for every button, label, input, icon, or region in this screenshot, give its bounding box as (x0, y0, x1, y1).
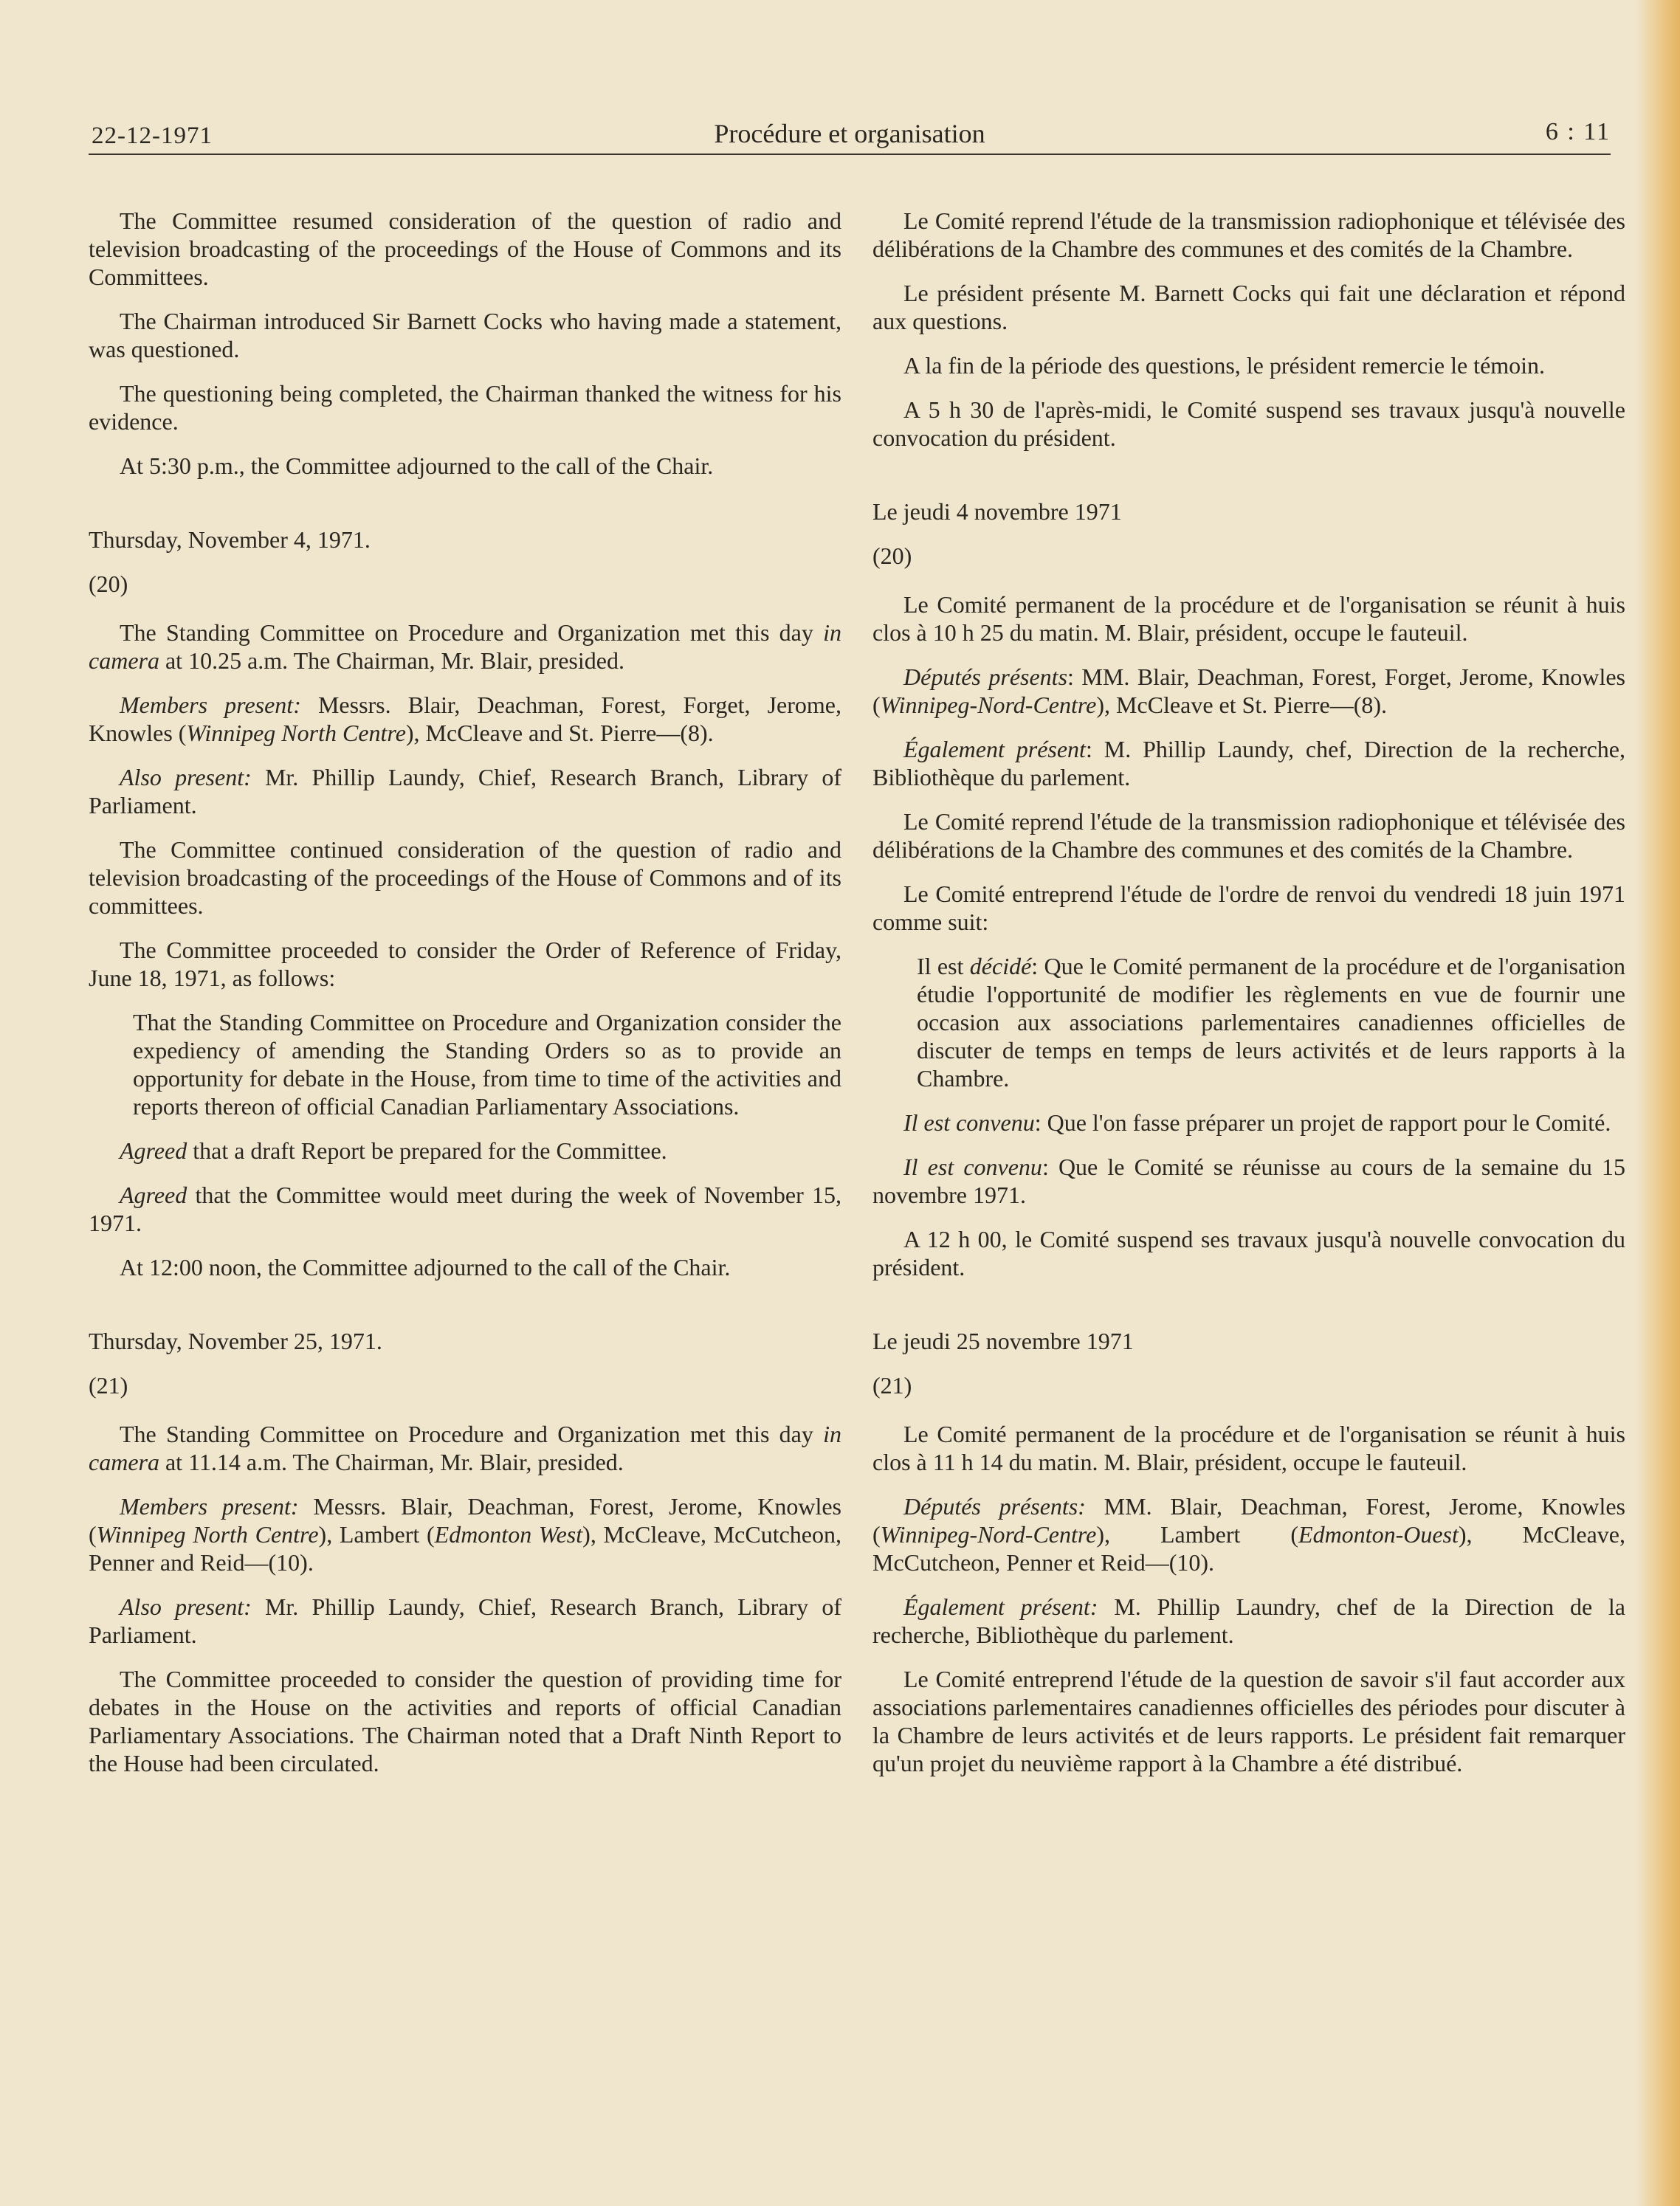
text: ), McCleave, McCutcheon, Penner and Reid—(10). (89, 1521, 842, 1576)
text: : Que le Comité permanent de la procédure et de l'organisation étudie l'opportunité de modifier les règlements en vue de fournir une occasion aux associations parlementaires canadiennes officielles de discuter de temps en temps de leurs activités et de leurs rapports à la Chambre. (917, 953, 1626, 1092)
text: Il est (917, 953, 970, 979)
header-page-number: 6 : 11 (1545, 118, 1611, 145)
also-present (872, 735, 1625, 791)
text-italic: Winnipeg North Centre (186, 720, 406, 746)
paragraph: Le Comité reprend l'étude de la transmission radiophonique et télévisée des délibérations de la Chambre des communes et des comités de la Chambre. (872, 808, 1625, 863)
meeting-number: (20) (872, 542, 912, 569)
text: ), Lambert ( (318, 1521, 435, 1548)
text: Mr. Phillip Laundy, Chief, Research Branch, Library of Parliament. (89, 1593, 841, 1648)
agreed-paragraph (872, 1153, 1625, 1209)
paragraph: Le Comité permanent de la procédure et de l'organisation se réunit à huis clos à 10 h 25 du matin. M. Blair, président, occupe le fauteuil. (872, 591, 1625, 646)
label-italic: Agreed (120, 1182, 187, 1208)
paragraph: A 5 h 30 de l'après-midi, le Comité suspend ses travaux jusqu'à nouvelle convocation du président. (872, 396, 1625, 451)
text: at 11.14 a.m. The Chairman, Mr. Blair, presided. (159, 1449, 624, 1475)
paragraph: Le Comité entreprend l'étude de la question de savoir s'il faut accorder aux associations parlementaires canadiennes officielles des périodes pour discuter à la Chambre de leurs activités et de leurs rapports. Le président fait remarquer qu'un projet du neuvième rapport à la Chambre a été distribué. (872, 1666, 1625, 1776)
label-italic: Agreed (120, 1137, 187, 1164)
text: Mr. Phillip Laundy, Chief, Research Branch, Library of Parliament. (89, 764, 841, 818)
paragraph: The Committee proceeded to consider the question of providing time for debates in the House on the activities and reports of official Canadian Parliamentary Associations. The Chairman noted that a Draft Ninth Report to the House had been circulated. (89, 1666, 841, 1776)
paragraph: The questioning being completed, the Chairman thanked the witness for his evidence. (89, 380, 841, 435)
label-italic: Également présent: (903, 1593, 1098, 1620)
text-italic: in camera (89, 619, 841, 674)
members-present (872, 663, 1625, 719)
text-italic: Winnipeg-Nord-Centre (880, 1521, 1097, 1548)
label-italic: Members present: (120, 1493, 299, 1520)
french-column (872, 207, 1625, 1793)
text: that the Committee would meet during the week of November 15, 1971. (89, 1182, 841, 1236)
text: M. Phillip Laundry, chef de la Direction de la recherche, Bibliothèque du parlement. (872, 1593, 1625, 1648)
meeting-number: (21) (872, 1372, 912, 1399)
text-italic: Winnipeg-Nord-Centre (880, 692, 1097, 718)
meeting-number: (21) (89, 1372, 128, 1399)
paragraph: A 12 h 00, le Comité suspend ses travaux jusqu'à nouvelle convocation du président. (872, 1226, 1625, 1280)
text: ), McCleave and St. Pierre—(8). (405, 720, 714, 746)
paragraph: Le président présente M. Barnett Cocks qui fait une déclaration et répond aux questions. (872, 280, 1625, 334)
page-edge-shadow (1636, 0, 1680, 2206)
text: ), McCleave, McCutcheon, Penner et Reid—(10). (872, 1521, 1626, 1576)
meeting-date: Le jeudi 4 novembre 1971 (872, 498, 1122, 525)
label-italic: Également présent (903, 736, 1086, 762)
text: : MM. Blair, Deachman, Forest, Forget, Jerome, Knowles ( (872, 663, 1626, 718)
text: ), Lambert ( (1096, 1521, 1299, 1548)
text: : M. Phillip Laundy, chef, Direction de la recherche, Bibliothèque du parlement. (872, 736, 1626, 790)
agreed-paragraph (89, 1181, 841, 1237)
header-date: 22-12-1971 (92, 123, 213, 149)
paragraph (89, 1420, 841, 1476)
paragraph: Le Comité reprend l'étude de la transmission radiophonique et télévisée des délibérations de la Chambre des communes et des comités de la Chambre. (872, 207, 1625, 262)
meeting-date: Le jeudi 25 novembre 1971 (872, 1328, 1134, 1354)
text: The Standing Committee on Procedure and Organization met this day (120, 619, 824, 646)
label-italic: Members present: (120, 692, 301, 718)
members-present (89, 691, 841, 747)
paragraph: Le Comité permanent de la procédure et de l'organisation se réunit à huis clos à 11 h 14 du matin. M. Blair, président, occupe le fauteuil. (872, 1421, 1625, 1475)
text-italic: décidé (969, 953, 1032, 979)
label-italic: Députés présents (903, 663, 1068, 690)
paragraph: At 12:00 noon, the Committee adjourned to the call of the Chair. (120, 1254, 731, 1280)
text: ), McCleave et St. Pierre—(8). (1096, 692, 1388, 718)
meeting-date: Thursday, November 25, 1971. (89, 1328, 382, 1354)
paragraph: A la fin de la période des questions, le président remercie le témoin. (903, 352, 1546, 379)
text: Messrs. Blair, Deachman, Forest, Forget, Jerome, Knowles ( (89, 692, 842, 746)
label-italic: Il est convenu (903, 1154, 1042, 1180)
text: The Standing Committee on Procedure and Organization met this day (120, 1421, 824, 1447)
text-italic: Winnipeg North Centre (96, 1521, 319, 1548)
meeting-date: Thursday, November 4, 1971. (89, 526, 371, 553)
paragraph: The Committee resumed consideration of the question of radio and television broadcasting of the proceedings of the House of Commons and its Committees. (89, 207, 841, 290)
also-present (872, 1593, 1625, 1649)
agreed-paragraph (872, 1109, 1625, 1137)
paragraph: At 5:30 p.m., the Committee adjourned to the call of the Chair. (120, 452, 714, 479)
page-header (89, 117, 1611, 155)
meeting-number: (20) (89, 571, 128, 597)
text-italic: in camera (89, 1421, 841, 1475)
paragraph (89, 618, 841, 675)
text: Messrs. Blair, Deachman, Forest, Jerome, Knowles ( (89, 1493, 842, 1548)
text-italic: Edmonton West (434, 1521, 583, 1548)
members-present (89, 1492, 841, 1576)
also-present (89, 1593, 841, 1649)
label-italic: Il est convenu (903, 1109, 1035, 1136)
text: : Que le Comité se réunisse au cours de la semaine du 15 novembre 1971. (872, 1154, 1626, 1208)
text-italic: Edmonton-Ouest (1298, 1521, 1459, 1548)
label-italic: Also present: (120, 764, 252, 790)
header-title: Procédure et organisation (714, 119, 985, 148)
english-column (89, 207, 841, 1793)
paragraph: The Committee proceeded to consider the Order of Reference of Friday, June 18, 1971, as follows: (89, 937, 841, 991)
text: MM. Blair, Deachman, Forest, Jerome, Knowles ( (872, 1493, 1626, 1548)
text: : Que l'on fasse préparer un projet de rapport pour le Comité. (1034, 1109, 1611, 1136)
also-present (89, 763, 841, 819)
order-of-reference-quote: That the Standing Committee on Procedure and Organization consider the expediency of amending the Standing Orders so as to provide an opportunity for debate in the House, from time to time of the activities and reports thereon of official Canadian Parliamentary Associations. (133, 1009, 841, 1120)
paragraph: The Chairman introduced Sir Barnett Cocks who having made a statement, was questioned. (89, 308, 841, 362)
label-italic: Also present: (120, 1593, 252, 1620)
members-present (872, 1492, 1625, 1576)
agreed-paragraph (89, 1137, 841, 1165)
label-italic: Députés présents: (903, 1493, 1086, 1520)
text: at 10.25 a.m. The Chairman, Mr. Blair, presided. (159, 647, 624, 674)
order-of-reference-quote (917, 952, 1625, 1092)
text: that a draft Report be prepared for the Committee. (187, 1137, 667, 1164)
paragraph: Le Comité entreprend l'étude de l'ordre de renvoi du vendredi 18 juin 1971 comme suit: (872, 880, 1625, 935)
paragraph: The Committee continued consideration of the question of radio and television broadcasting of the proceedings of the House of Commons and of its committees. (89, 836, 841, 919)
